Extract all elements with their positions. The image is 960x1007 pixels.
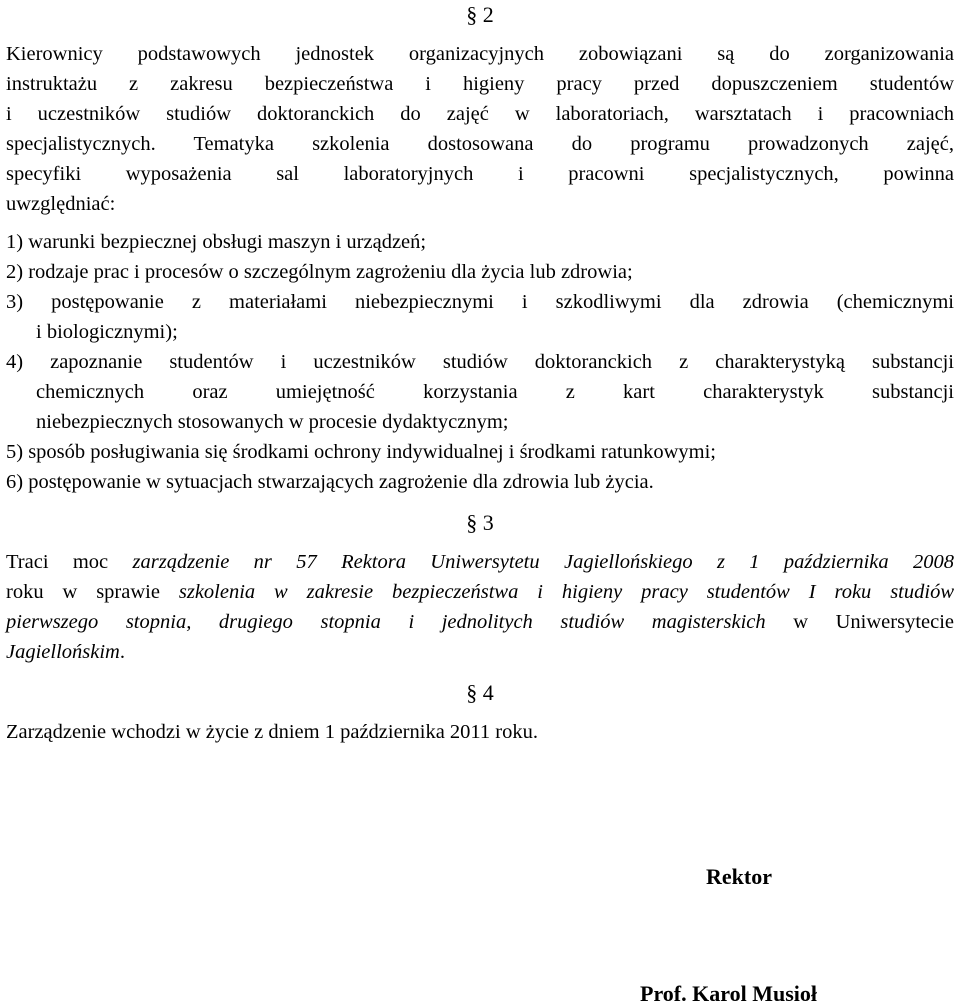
signature-name: Prof. Karol Musioł (640, 981, 818, 1006)
list-item-text: 6) postępowanie w sytuacjach stwarzających zagrożenie dla zdrowia lub życia. (6, 471, 654, 493)
list-item (6, 437, 954, 467)
list-item (6, 347, 954, 437)
list-item-text: chemicznych oraz umiejętność korzystania z kart charakterystyk substancji (36, 381, 954, 403)
section-3-paragraph (6, 547, 954, 667)
regulation-subject: pierwszego stopnia, drugiego stopnia i jednolitych studiów magisterskich (6, 611, 766, 633)
paragraph-line: specyfiki wyposażenia sal laboratoryjnych i pracowni specjalistycznych, powinna (6, 163, 954, 185)
section-2-paragraph (6, 39, 954, 219)
paragraph-line: specjalistycznych. Tematyka szkolenia dostosowana do programu prowadzonych zajęć, (6, 133, 954, 155)
paragraph-line: Zarządzenie wchodzi w życie z dniem 1 października 2011 roku. (6, 721, 538, 743)
section-4-paragraph (6, 717, 954, 747)
list-item-text: 2) rodzaje prac i procesów o szczególnym zagrożeniu dla życia lub zdrowia; (6, 261, 633, 283)
list-item (6, 467, 954, 497)
paragraph-text: roku w sprawie (6, 581, 179, 603)
paragraph-text: . (119, 641, 125, 663)
list-item-text: 4) zapoznanie studentów i uczestników studiów doktoranckich z charakterystyką substancji (6, 351, 954, 373)
paragraph-line: Kierownicy podstawowych jednostek organizacyjnych zobowiązani są do zorganizowania (6, 43, 954, 65)
training-topics-list (6, 227, 954, 497)
section-2-marker: § 2 (466, 2, 494, 27)
paragraph-line: i uczestników studiów doktoranckich do zajęć w laboratoriach, warsztatach i pracowniach (6, 103, 954, 125)
list-item-text: 1) warunki bezpiecznej obsługi maszyn i urządzeń; (6, 231, 427, 253)
paragraph-line: instruktażu z zakresu bezpieczeństwa i higieny pracy przed dopuszczeniem studentów (6, 73, 954, 95)
paragraph-text: Traci moc (6, 551, 133, 573)
paragraph-line (6, 577, 954, 607)
paragraph-text: w Uniwersytecie (765, 611, 955, 633)
paragraph-line (6, 607, 954, 637)
list-item-text: i biologicznymi); (36, 321, 178, 343)
list-item (6, 257, 954, 287)
paragraph-line: uwzględniać: (6, 193, 116, 215)
list-item (6, 227, 954, 257)
section-4-marker: § 4 (466, 680, 494, 705)
regulation-title: zarządzenie nr 57 Rektora Uniwersytetu Jagiellońskiego z 1 października 2008 (132, 551, 954, 573)
list-item-text: niebezpiecznych stosowanych w procesie dydaktycznym; (36, 411, 509, 433)
regulation-subject: Jagiellońskim (6, 641, 120, 663)
paragraph-line (6, 637, 954, 667)
section-3-marker: § 3 (466, 510, 494, 535)
list-item-text: 5) sposób posługiwania się środkami ochrony indywidualnej i środkami ratunkowymi; (6, 441, 717, 463)
list-item (6, 287, 954, 347)
regulation-subject: szkolenia w zakresie bezpieczeństwa i higieny pracy studentów I roku studiów (178, 581, 954, 603)
paragraph-line (6, 547, 954, 577)
list-item-text: 3) postępowanie z materiałami niebezpiecznymi i szkodliwymi dla zdrowia (chemicznymi (6, 291, 954, 313)
signature-title: Rektor (706, 864, 772, 889)
